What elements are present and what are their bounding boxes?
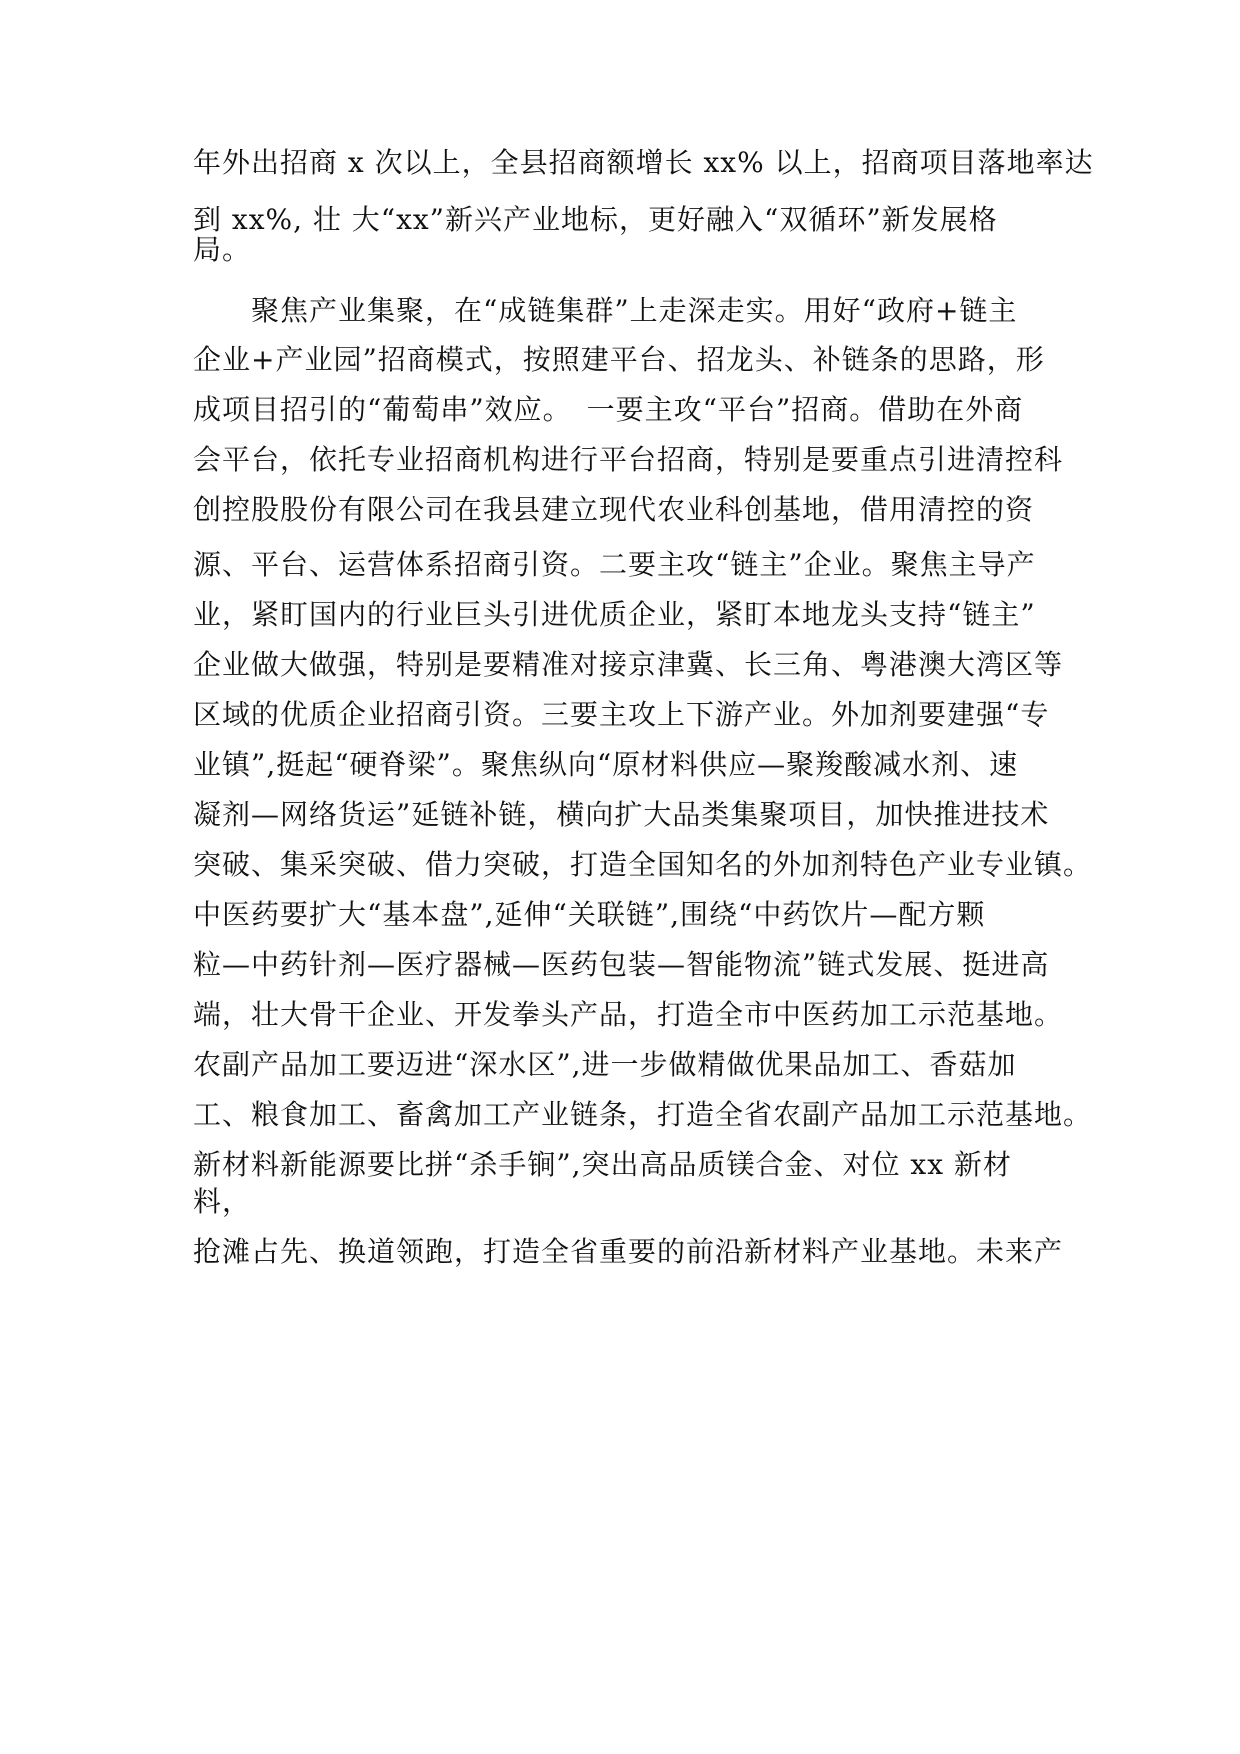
text-line: 新材料新能源要比拼“杀手锏”,突出高品质镁合金、对位 xx 新材 bbox=[193, 1148, 1012, 1181]
text-line: 年外出招商 x 次以上，全县招商额增长 xx% 以上，招商项目落地率达 bbox=[193, 146, 1094, 179]
text-line: 企业做大做强，特别是要精准对接京津冀、长三角、粤港澳大湾区等 bbox=[193, 648, 1064, 681]
text-line: 粒—中药针剂—医疗器械—医药包装—智能物流”链式发展、挺进高 bbox=[193, 948, 1050, 981]
text-line: 到 xx%, 壮 大“xx”新兴产业地标，更好融入“双循环”新发展格 bbox=[193, 203, 998, 236]
text-line: 农副产品加工要迈进“深水区”,进一步做精做优果品加工、香菇加 bbox=[193, 1048, 1017, 1081]
text-line: 中医药要扩大“基本盘”,延伸“关联链”,围绕“中药饮片—配方颗 bbox=[193, 898, 986, 931]
text-line: 凝剂—网络货运”延链补链，横向扩大品类集聚项目，加快推进技术 bbox=[193, 798, 1050, 831]
text-line: 工、粮食加工、畜禽加工产业链条，打造全省农副产品加工示范基地。 bbox=[193, 1098, 1093, 1131]
text-line: 会平台，依托专业招商机构进行平台招商，特别是要重点引进清控科 bbox=[193, 443, 1064, 476]
text-line: 企业+产业园”招商模式，按照建平台、招龙头、补链条的思路，形 bbox=[193, 343, 1045, 376]
text-line: 创控股股份有限公司在我县建立现代农业科创基地，借用清控的资 bbox=[193, 493, 1035, 526]
text-line: 源、平台、运营体系招商引资。二要主攻“链主”企业。聚焦主导产 bbox=[193, 548, 1036, 581]
text-line: 成项目招引的“葡萄串”效应。 一要主攻“平台”招商。借助在外商 bbox=[193, 393, 1024, 426]
text-line: 业镇”,挺起“硬脊梁”。聚焦纵向“原材料供应—聚羧酸减水剂、速 bbox=[193, 748, 1019, 781]
text-line: 区域的优质企业招商引资。三要主攻上下游产业。外加剂要建强“专 bbox=[193, 698, 1050, 731]
text-line: 抢滩占先、换道领跑，打造全省重要的前沿新材料产业基地。未来产 bbox=[193, 1235, 1064, 1268]
text-line: 突破、集采突破、借力突破，打造全国知名的外加剂特色产业专业镇。 bbox=[193, 848, 1093, 881]
text-line: 局。 bbox=[193, 233, 252, 266]
text-line: 端，壮大骨干企业、开发拳头产品，打造全市中医药加工示范基地。 bbox=[193, 998, 1064, 1031]
text-line: 料， bbox=[193, 1185, 252, 1218]
text-line: 业，紧盯国内的行业巨头引进优质企业，紧盯本地龙头支持“链主” bbox=[193, 598, 1036, 631]
text-line: 聚焦产业集聚，在“成链集群”上走深走实。用好“政府+链主 bbox=[193, 294, 1018, 327]
